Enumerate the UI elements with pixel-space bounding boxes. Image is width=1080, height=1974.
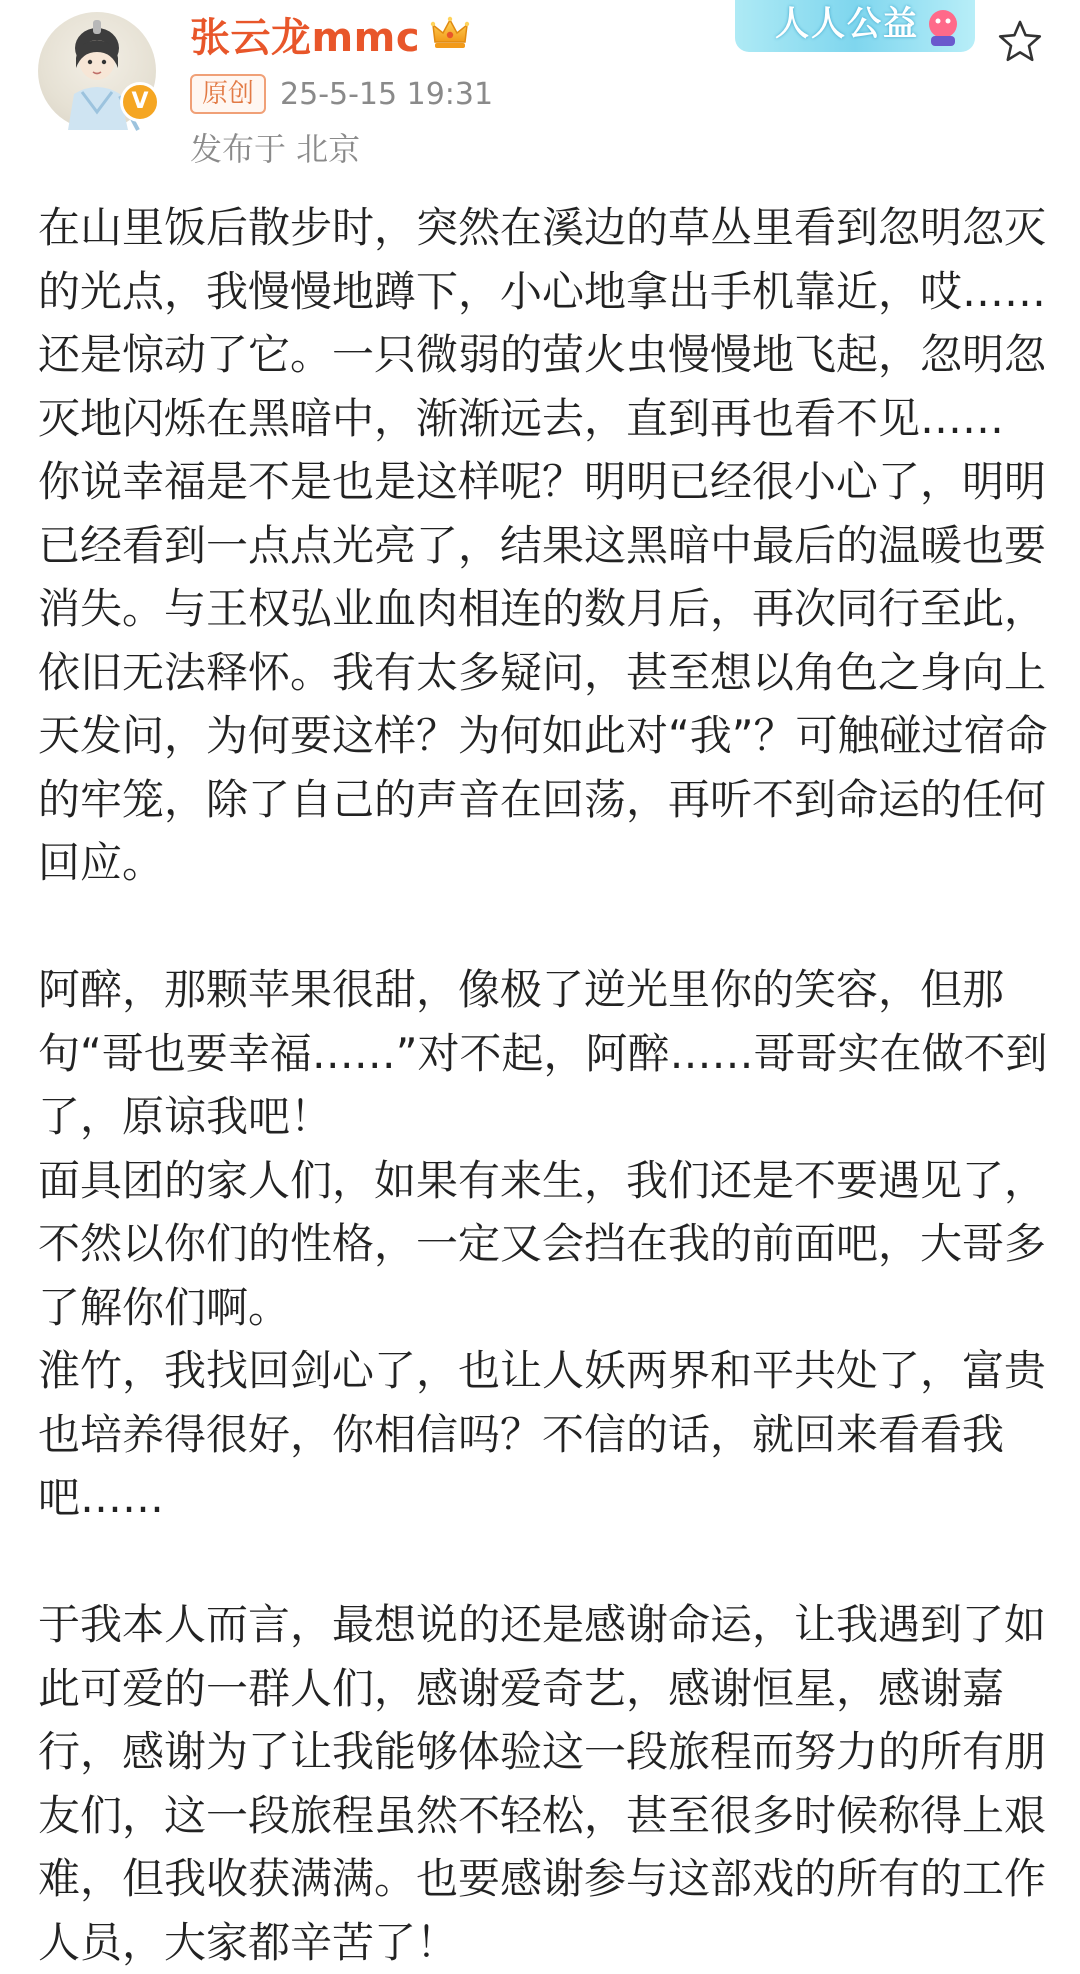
post-header [0, 0, 1080, 180]
charity-banner[interactable] [735, 0, 975, 52]
banner-text: 人人公益 [775, 4, 919, 44]
paragraph-spacer [38, 1530, 1048, 1594]
post-location: 发布于 北京 [190, 130, 361, 168]
banner-mascot-icon [917, 4, 967, 48]
username-row [190, 6, 470, 62]
post-timestamp: 25-5-15 19:31 [280, 76, 494, 112]
post-paragraph: 于我本人而言，最想说的还是感谢命运，让我遇到了如此可爱的一群人们，感谢爱奇艺，感谢恒星，感谢嘉行，感谢为了让我能够体验这一段旅程而努力的所有朋友们，这一段旅程虽然不轻松，甚至很多时候称得上艰难，但我收获满满。也要感谢参与这部戏的所有的工作人员，大家都辛苦了！ [38, 1600, 1047, 1967]
post-content [38, 196, 1048, 1974]
verified-icon: V [120, 82, 160, 122]
post-paragraph: 你说幸福是不是也是这样呢？明明已经很小心了，明明已经看到一点点光亮了，结果这黑暗中最后的温暖也要消失。与王权弘业血肉相连的数月后，再次同行至此，依旧无法释怀。我有太多疑问，甚至想以角色之身向上天发问，为何要这样？为何如此对“我”？可触碰过宿命的牢笼，除了自己的声音在回荡，再听不到命运的任何回应。 [38, 457, 1048, 887]
post-meta [190, 74, 493, 114]
post-paragraph: 阿醉，那颗苹果很甜，像极了逆光里你的笑容，但那句“哥也要幸福……”对不起，阿醉……哥哥实在做不到了，原谅我吧！ [38, 965, 1048, 1141]
original-badge: 原创 [190, 74, 266, 114]
crown-icon[interactable] [430, 16, 470, 52]
star-icon[interactable] [992, 14, 1048, 70]
post-paragraph: 在山里饭后散步时，突然在溪边的草丛里看到忽明忽灭的光点，我慢慢地蹲下，小心地拿出手机靠近，哎……还是惊动了它。一只微弱的萤火虫慢慢地飞起，忽明忽灭地闪烁在黑暗中，渐渐远去，直到再也看不见…… [38, 203, 1047, 443]
paragraph-spacer [38, 895, 1048, 959]
post-paragraph: 面具团的家人们，如果有来生，我们还是不要遇见了，不然以你们的性格，一定又会挡在我的前面吧，大哥多了解你们啊。 [38, 1155, 1047, 1332]
post-paragraph: 淮竹，我找回剑心了，也让人妖两界和平共处了，富贵也培养得很好，你相信吗？不信的话，就回来看看我吧…… [38, 1346, 1047, 1522]
username[interactable]: 张云龙mmc [190, 14, 421, 61]
